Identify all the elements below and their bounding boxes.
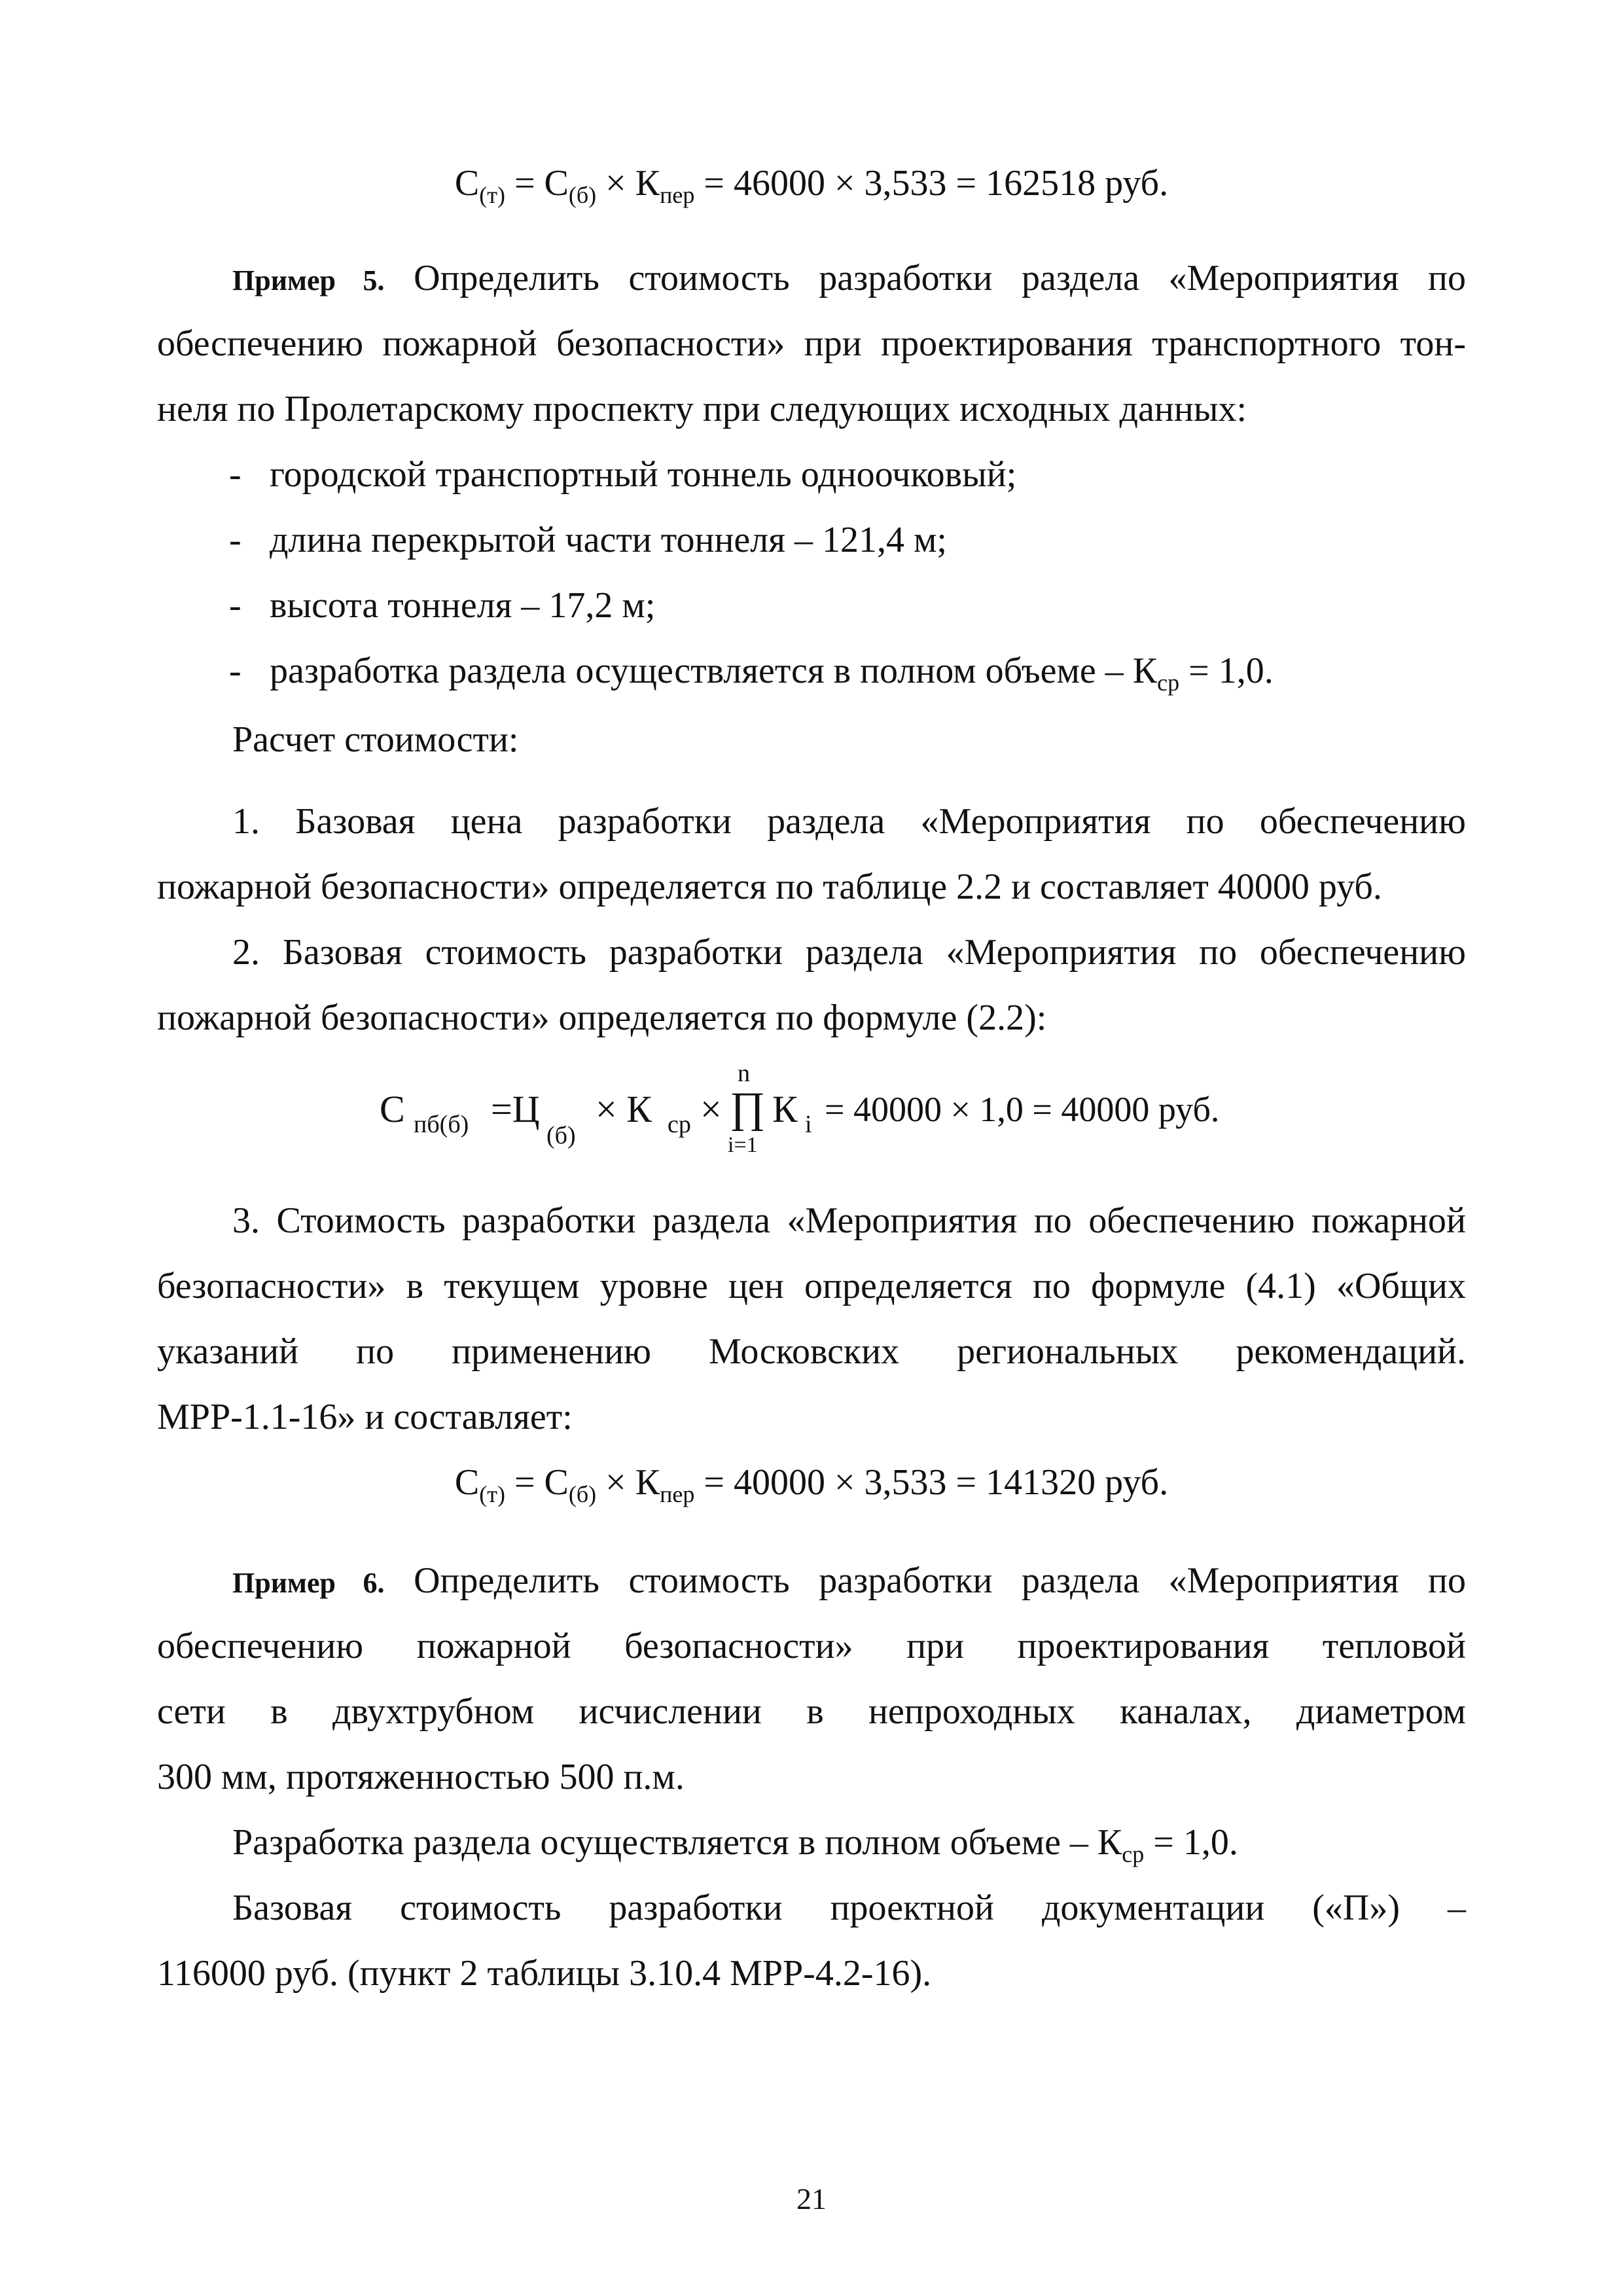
formula-step3 bbox=[157, 1450, 1466, 1515]
bullet-dash: - bbox=[229, 454, 241, 495]
page-number: 21 bbox=[796, 2182, 827, 2215]
step2-line-1: 2. Базовая стоимость разработки раздела «Мероприятия по обеспечению bbox=[232, 932, 1466, 973]
formula-text: С bbox=[454, 1462, 480, 1503]
paragraph-text: Разработка раздела осуществляется в полном объеме – К bbox=[232, 1822, 1122, 1863]
example6-base-line-1: Базовая стоимость разработки проектной документации («П») – bbox=[232, 1888, 1466, 1928]
bullet-item bbox=[229, 442, 1466, 507]
bullet-text: городской транспортный тоннель одноочковый; bbox=[270, 454, 1017, 495]
step1-line-1: 1. Базовая цена разработки раздела «Мероприятия по обеспечению bbox=[232, 801, 1466, 842]
bullet-text: разработка раздела осуществляется в полном объеме – К bbox=[270, 651, 1158, 691]
paragraph-text: Определить стоимость разработки раздела «Мероприятия по bbox=[414, 258, 1466, 298]
formula-text: × К bbox=[596, 163, 660, 204]
formula-text: К bbox=[772, 1088, 798, 1130]
formula-subscript: пб(б) bbox=[414, 1111, 469, 1138]
step2-line-2: пожарной безопасности» определяется по формуле (2.2): bbox=[157, 997, 1047, 1038]
formula-text: С bbox=[454, 163, 480, 204]
formula-subscript: (т) bbox=[479, 182, 505, 208]
step3-line-3: указаний по применению Московских региональных рекомендаций. bbox=[157, 1331, 1466, 1372]
example6-line-2: обеспечению пожарной безопасности» при проектирования тепловой bbox=[157, 1626, 1466, 1666]
formula-superscript: n bbox=[738, 1060, 750, 1087]
formula-top bbox=[157, 151, 1466, 216]
bullet-text: высота тоннеля – 17,2 м; bbox=[270, 585, 656, 626]
example6-line-3: сети в двухтрубном исчислении в непроходных каналах, диаметром bbox=[157, 1691, 1466, 1732]
formula-subscript: ср bbox=[668, 1111, 691, 1138]
example6-label: Пример 6. bbox=[232, 1567, 385, 1599]
formula-subscript: (б) bbox=[568, 182, 597, 208]
example6-full-scope bbox=[232, 1810, 1466, 1875]
paragraph-text: = 1,0. bbox=[1144, 1822, 1238, 1863]
formula-text: = С bbox=[505, 163, 569, 204]
example6-line-1 bbox=[232, 1548, 1466, 1616]
bullet-text: длина перекрытой части тоннеля – 121,4 м; bbox=[270, 520, 947, 560]
formula-subscript: i bbox=[805, 1111, 812, 1138]
formula-text: × bbox=[700, 1088, 722, 1130]
example5-line-1 bbox=[232, 245, 1466, 314]
bullet-item bbox=[229, 507, 1466, 573]
example5-line-2: обеспечению пожарной безопасности» при проектирования транспортного тон- bbox=[157, 323, 1466, 364]
formula-subscript: ср bbox=[1122, 1841, 1145, 1867]
formula-subscript: ср bbox=[1157, 670, 1180, 696]
formula-text: С bbox=[380, 1088, 405, 1130]
formula-product bbox=[380, 1060, 1296, 1158]
formula-subscript: пер bbox=[660, 1481, 695, 1507]
formula-text: = 46000 × 3,533 = 162518 руб. bbox=[694, 163, 1169, 204]
example5-line-3: неля по Пролетарскому проспекту при следующих исходных данных: bbox=[157, 389, 1247, 429]
formula-text: = С bbox=[505, 1462, 569, 1503]
product-sign: ∏ bbox=[730, 1084, 766, 1132]
step3-line-4: МРР-1.1-16» и составляет: bbox=[157, 1397, 573, 1437]
example5-label: Пример 5. bbox=[232, 264, 385, 296]
formula-text: = 40000 × 3,533 = 141320 руб. bbox=[694, 1462, 1169, 1503]
formula-subscript: (б) bbox=[568, 1481, 597, 1507]
formula-subscript: i=1 bbox=[728, 1133, 758, 1157]
formula-subscript: пер bbox=[660, 182, 695, 208]
bullet-text: = 1,0. bbox=[1179, 651, 1274, 691]
formula-text: × К bbox=[596, 1462, 660, 1503]
formula-text: × К bbox=[596, 1088, 652, 1130]
formula-subscript: (т) bbox=[479, 1481, 505, 1507]
bullet-dash: - bbox=[229, 651, 241, 691]
step3-line-1: 3. Стоимость разработки раздела «Мероприятия по обеспечению пожарной bbox=[232, 1200, 1466, 1241]
step1-line-2: пожарной безопасности» определяется по таблице 2.2 и составляет 40000 руб. bbox=[157, 867, 1382, 907]
calc-heading: Расчет стоимости: bbox=[232, 719, 519, 760]
step3-line-2: безопасности» в текущем уровне цен определяется по формуле (4.1) «Общих bbox=[157, 1266, 1466, 1306]
bullet-item bbox=[229, 573, 1466, 638]
example6-line-4: 300 мм, протяженностью 500 п.м. bbox=[157, 1757, 685, 1797]
bullet-item bbox=[229, 638, 1466, 704]
example6-base-line-2: 116000 руб. (пункт 2 таблицы 3.10.4 МРР-4.2-16). bbox=[157, 1953, 932, 1994]
formula-text: = 40000 × 1,0 = 40000 руб. bbox=[825, 1090, 1220, 1129]
formula-text: =Ц bbox=[491, 1088, 540, 1130]
formula-subscript: (б) bbox=[546, 1122, 576, 1149]
bullet-dash: - bbox=[229, 520, 241, 560]
paragraph-text: Определить стоимость разработки раздела «Мероприятия по bbox=[414, 1560, 1466, 1601]
bullet-dash: - bbox=[229, 585, 241, 626]
